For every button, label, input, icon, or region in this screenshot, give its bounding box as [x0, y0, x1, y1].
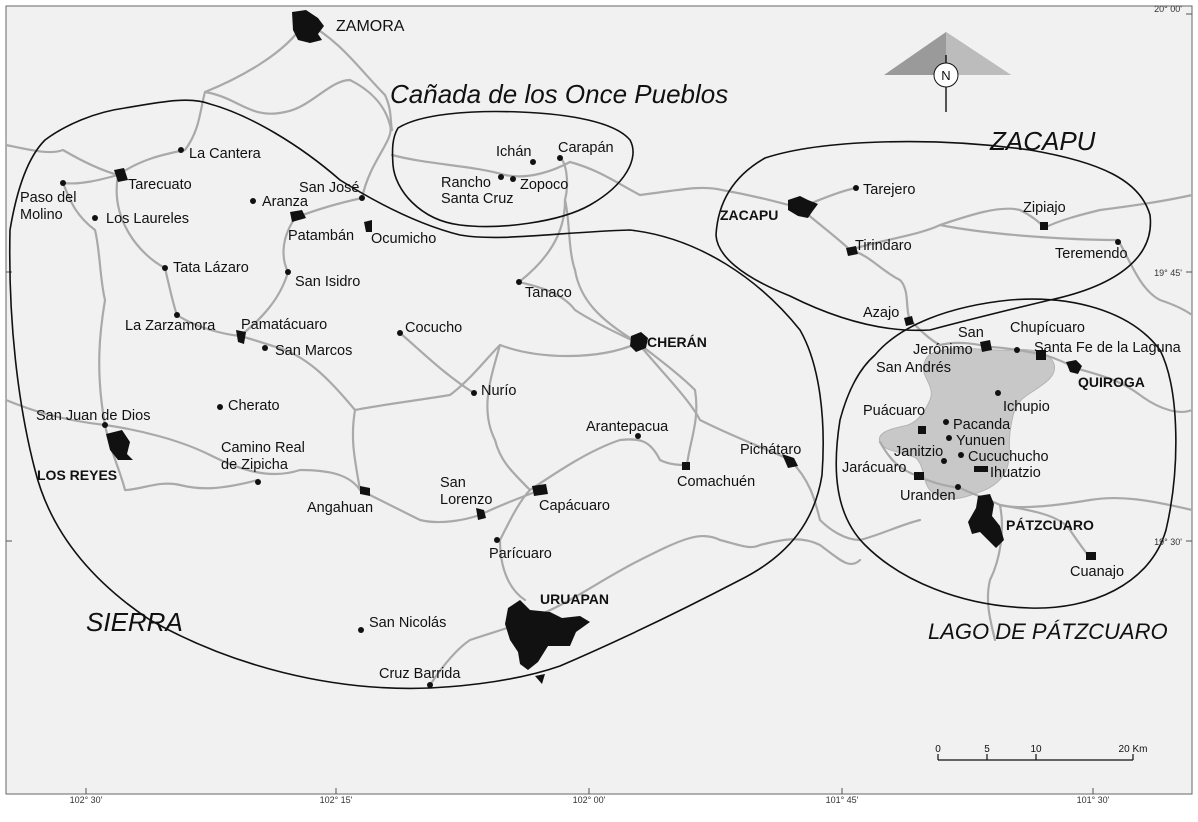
- dot-yunuen: [946, 435, 952, 441]
- label-lorenzo: Lorenzo: [440, 492, 493, 508]
- label-molino: Molino: [20, 207, 63, 223]
- scale-tick-20: 20 Km: [1118, 744, 1148, 755]
- label-los-laureles: Los Laureles: [106, 211, 190, 227]
- city-shape-comachuen: [682, 462, 690, 470]
- dot-cruz-barrida: [427, 682, 433, 688]
- label-aranza: Aranza: [262, 194, 308, 210]
- label-comachuen: Comachuén: [677, 474, 756, 490]
- label-tata-lazaro: Tata Lázaro: [173, 260, 249, 276]
- label-paso-del: Paso del: [20, 190, 77, 206]
- lon-label-3: 102° 00': [572, 795, 606, 805]
- label-tarejero: Tarejero: [863, 182, 916, 198]
- region-sierra: SIERRA: [86, 607, 183, 637]
- label-capacuaro: Capácuaro: [539, 498, 610, 514]
- label-yunuen: Yunuen: [956, 433, 1006, 449]
- lon-label-4: 101° 45': [825, 795, 859, 805]
- dot-camino-real: [255, 479, 261, 485]
- label-cruz-barrida: Cruz Barrida: [379, 666, 461, 682]
- label-zamora: ZAMORA: [336, 18, 405, 35]
- label-la-zarzamora: La Zarzamora: [125, 318, 216, 334]
- label-ihuatzio: Ihuatzio: [990, 465, 1041, 481]
- dot-los-laureles: [92, 215, 98, 221]
- city-shape-ihuatzio: [974, 466, 988, 472]
- region-lago-de-patzcuaro: LAGO DE PÁTZCUARO: [928, 619, 1168, 644]
- dot-ichupio: [995, 390, 1001, 396]
- dot-la-cantera: [178, 147, 184, 153]
- dot-zopoco: [510, 176, 516, 182]
- label-cuanajo: Cuanajo: [1070, 564, 1125, 580]
- city-shape-zipiajo: [1040, 222, 1048, 230]
- label-san-2: San: [958, 325, 984, 341]
- dot-uranden: [955, 484, 961, 490]
- label-san-isidro: San Isidro: [295, 274, 361, 290]
- label-arantepacua: Arantepacua: [586, 419, 669, 435]
- dot-san-jose: [359, 195, 365, 201]
- city-shape-san-jeronimo: [980, 340, 992, 352]
- label-zacapu-city: ZACAPU: [720, 207, 779, 223]
- dot-paricuaro: [494, 537, 500, 543]
- label-san-nicolas: San Nicolás: [369, 615, 447, 631]
- label-pamatacuaro: Pamatácuaro: [241, 317, 328, 333]
- label-pichataro: Pichátaro: [740, 442, 802, 458]
- lon-label-2: 102° 15': [319, 795, 353, 805]
- label-cocucho: Cocucho: [405, 320, 463, 336]
- label-rancho: Rancho: [441, 175, 491, 191]
- label-de-zipicha: de Zipicha: [221, 457, 288, 473]
- label-jaracuaro: Jarácuaro: [842, 460, 907, 476]
- label-angahuan: Angahuan: [307, 500, 374, 516]
- label-cucuchucho: Cucuchucho: [968, 449, 1049, 465]
- dot-tanaco: [516, 279, 522, 285]
- label-chupicuaro: Chupícuaro: [1010, 320, 1085, 336]
- label-puacuaro: Puácuaro: [863, 403, 926, 419]
- dot-cucuchucho: [958, 452, 964, 458]
- label-tanaco: Tanaco: [525, 285, 572, 301]
- scale-tick-0: 0: [935, 744, 941, 755]
- label-teremendo: Teremendo: [1055, 246, 1128, 262]
- lon-label-1: 102° 30': [69, 795, 103, 805]
- label-cheran: CHERÁN: [647, 334, 707, 350]
- dot-san-marcos: [262, 345, 268, 351]
- label-san-jose: San José: [299, 180, 360, 196]
- dot-tata-lazaro: [162, 265, 168, 271]
- city-shape-puacuaro: [918, 426, 926, 434]
- label-azajo: Azajo: [863, 305, 900, 321]
- label-san: San: [440, 475, 466, 491]
- label-paricuaro: Parícuaro: [489, 546, 552, 562]
- dot-nurio: [471, 390, 477, 396]
- label-zopoco: Zopoco: [520, 177, 569, 193]
- label-pacanda: Pacanda: [953, 417, 1011, 433]
- label-ichupio: Ichupio: [1003, 399, 1050, 415]
- dot-san-nicolas: [358, 627, 364, 633]
- label-san-marcos: San Marcos: [275, 343, 353, 359]
- label-uruapan: URUAPAN: [540, 591, 609, 607]
- label-janitzio: Janitzio: [894, 444, 944, 460]
- dot-tarejero: [853, 185, 859, 191]
- label-zipiajo: Zipiajo: [1023, 200, 1066, 216]
- city-shape-cuanajo: [1086, 552, 1096, 560]
- label-santa-fe: Santa Fe de la Laguna: [1034, 340, 1181, 356]
- lat-label-1: 20° 00': [1154, 4, 1182, 14]
- label-nurio: Nurío: [481, 383, 517, 399]
- label-camino-real: Camino Real: [221, 440, 305, 456]
- label-patamban: Patambán: [288, 228, 355, 244]
- label-los-reyes: LOS REYES: [37, 467, 118, 483]
- label-quiroga: QUIROGA: [1078, 374, 1145, 390]
- label-ichan: Ichán: [496, 144, 532, 160]
- dot-cocucho: [397, 330, 403, 336]
- label-santa-cruz: Santa Cruz: [441, 191, 514, 207]
- north-label: N: [941, 68, 951, 83]
- city-shape-capacuaro: [532, 484, 548, 496]
- dot-rancho-santa-cruz: [498, 174, 504, 180]
- dot-pacanda: [943, 419, 949, 425]
- region-zacapu: ZACAPU: [990, 126, 1096, 156]
- label-cherato: Cherato: [228, 398, 280, 414]
- city-shape-jaracuaro: [914, 472, 924, 480]
- label-uranden: Uranden: [900, 488, 956, 504]
- label-patzcuaro: PÁTZCUARO: [1006, 517, 1094, 533]
- label-tirindaro: Tirindaro: [855, 238, 912, 254]
- label-carapan: Carapán: [558, 140, 614, 156]
- lat-label-2: 19° 45': [1154, 268, 1182, 278]
- label-tarecuato: Tarecuato: [128, 177, 192, 193]
- lon-label-5: 101° 30': [1076, 795, 1110, 805]
- label-san-andres: San Andrés: [876, 360, 951, 376]
- scale-tick-5: 5: [984, 744, 990, 755]
- lat-label-3: 19° 30': [1154, 537, 1182, 547]
- dot-teremendo: [1115, 239, 1121, 245]
- dot-chupicuaro-2: [1014, 347, 1020, 353]
- label-san-juan-de-dios: San Juan de Dios: [36, 408, 151, 424]
- region-canada: Cañada de los Once Pueblos: [390, 79, 729, 109]
- scale-tick-10: 10: [1030, 744, 1042, 755]
- dot-cherato: [217, 404, 223, 410]
- label-jeronimo: Jerónimo: [913, 342, 973, 358]
- dot-san-isidro: [285, 269, 291, 275]
- label-la-cantera: La Cantera: [189, 146, 261, 162]
- dot-paso-del-molino: [60, 180, 66, 186]
- label-ocumicho: Ocumicho: [371, 231, 437, 247]
- dot-aranza: [250, 198, 256, 204]
